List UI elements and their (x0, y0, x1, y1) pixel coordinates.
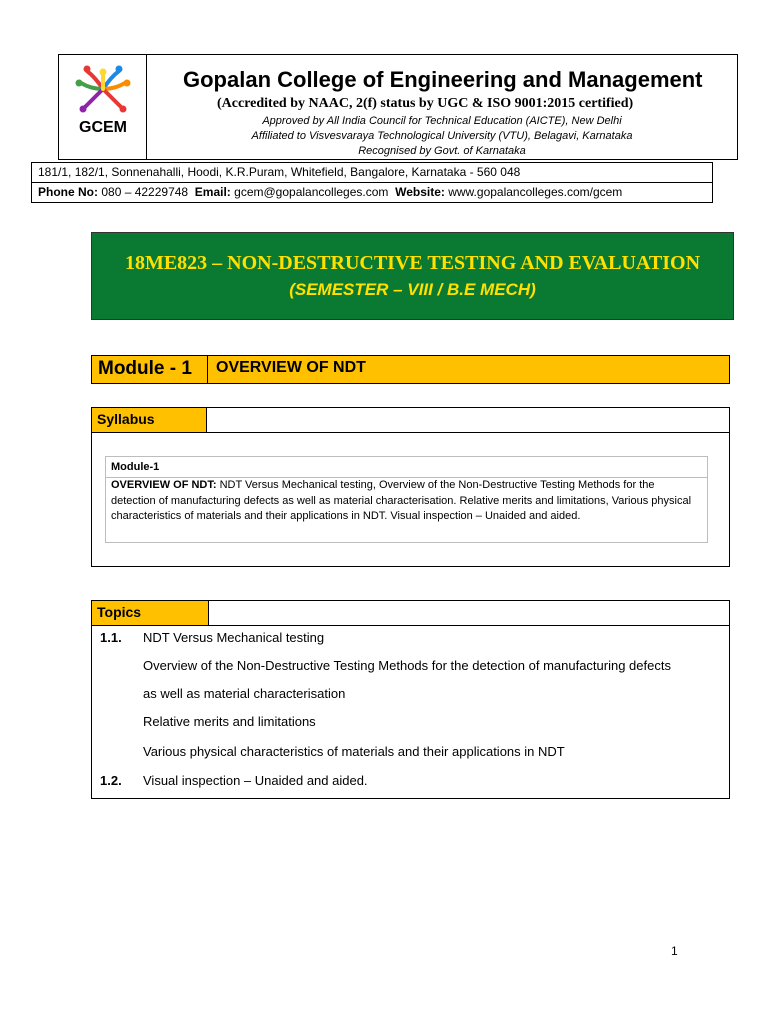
syllabus-section (91, 407, 730, 567)
topics-heading-rule (209, 625, 729, 626)
website-label: Website: (395, 185, 445, 199)
phone-value: 080 – 42229748 (101, 185, 189, 199)
syllabus-content-box (105, 456, 708, 543)
course-subtitle: (SEMESTER – VIII / B.E MECH) (289, 280, 536, 299)
course-title: 18ME823 – NON-DESTRUCTIVE TESTING AND EVALUATION (124, 252, 701, 274)
phone-label: Phone No: (38, 185, 98, 199)
topic-item: Visual inspection – Unaided and aided. (143, 773, 368, 788)
syllabus-body: NDT Versus Mechanical testing, Overview of the Non-Destructive Testing Methods for the detection of manufacturing defects as well as material characterisation. Relative merits and limitations, Various physical characteristics of materials and their applications in NDT. Visual inspection – Unaided and aided. (111, 479, 692, 522)
topic-item: NDT Versus Mechanical testing (143, 630, 325, 645)
page-number: 1 (671, 944, 678, 958)
approval-line-vtu: Affiliated to Visvesvaraya Technological University (VTU), Belagavi, Karnataka (251, 130, 633, 142)
email-value: gcem@gopalancolleges.com (234, 185, 389, 199)
college-name: Gopalan College of Engineering and Management (183, 67, 703, 92)
module-bar (91, 355, 730, 384)
syllabus-text (111, 478, 701, 525)
logo-cell (59, 55, 147, 159)
module-title: OVERVIEW OF NDT (216, 359, 366, 376)
module-label: Module - 1 (98, 358, 192, 379)
syllabus-lead: OVERVIEW OF NDT: (111, 479, 217, 491)
address-text: 181/1, 182/1, Sonnenahalli, Hoodi, K.R.Puram, Whitefield, Bangalore, Karnataka - 560 048 (38, 165, 521, 179)
accreditation-line: (Accredited by NAAC, 2(f) status by UGC & ISO 9001:2015 certified) (217, 96, 634, 111)
syllabus-heading-rule (207, 432, 729, 433)
college-header (58, 54, 738, 160)
address-row (31, 162, 713, 183)
module-divider (207, 356, 208, 383)
topic-item: Various physical characteristics of materials and their applications in NDT (143, 744, 565, 759)
topic-item: Overview of the Non-Destructive Testing Methods for the detection of manufacturing defects (143, 658, 671, 673)
syllabus-heading: Syllabus (92, 408, 207, 433)
logo-text: GCEM (79, 119, 127, 136)
course-title-box (91, 232, 734, 320)
topic-item: as well as material characterisation (143, 686, 346, 701)
syllabus-module-heading: Module-1 (111, 461, 160, 473)
approval-line-aicte: Approved by All India Council for Technical Education (AICTE), New Delhi (262, 115, 622, 127)
topics-heading: Topics (92, 601, 209, 626)
topic-number: 1.2. (100, 773, 122, 788)
topics-section (91, 600, 730, 799)
website-value: www.gopalancolleges.com/gcem (448, 185, 623, 199)
email-label: Email: (194, 185, 231, 199)
topic-item: Relative merits and limitations (143, 714, 316, 729)
gcem-logo-icon (73, 59, 133, 117)
approval-line-govt: Recognised by Govt. of Karnataka (358, 145, 526, 157)
contact-row (31, 182, 713, 203)
topic-number: 1.1. (100, 630, 122, 645)
